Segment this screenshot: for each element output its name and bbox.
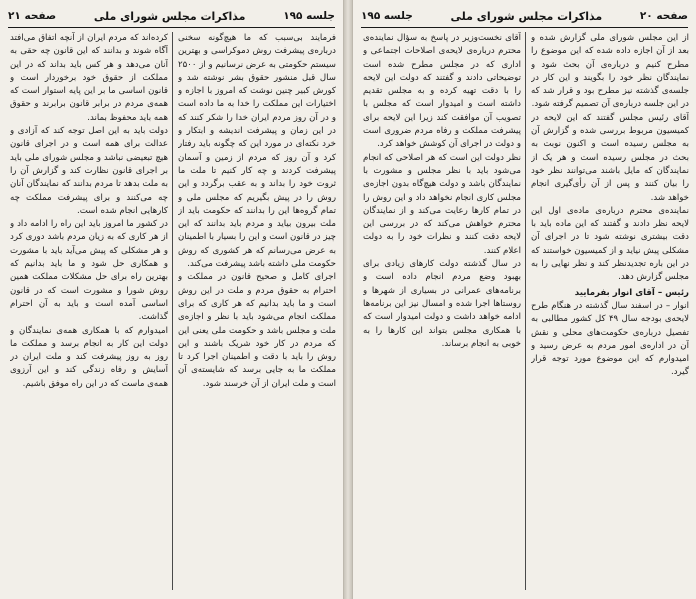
paragraph: امیدوارم که با همکاری همه‌ی نمایندگان و دولت این کار به انجام برسد و مملکت ما روز به روز پیشرفت کند و ملت ایران در آسایش و رفاه زندگی کند و این آرزوی همه‌ی ماست که در این راه موفق باشیم. (10, 325, 168, 389)
speaker-label: رئیس – آقای انوار بفرمایید (574, 287, 689, 298)
paragraph: فرمایند بی‌سبب که ما هیچ‌گونه سخنی درباره‌ی پیشرفت روش دموکراسی و بهترین سیستم حکومتی به عرض نرسانیم و از ۲۵۰۰ سال قبل منشور حقوق بشر نوشته شد و کورش کبیر چنین نوشت که امروز با اجازه و اختیارات این مملکت را خدا به ما داده است و در آن روز مردم ایران خدا را شکر کنند که در این زمان و پیشرفت اندیشه و ابتکار و خرد نکته‌ای در مورد این که چگونه باید رفتار کرد و آن روز که مردم از زمین و آسمان پیشرفت کردند و چه کار کنیم تا ملت ما ثروت خود را بداند و به عقب برگردد و این روش را در پیش بگیریم که مجلس ملی و تمام گروه‌ها این را بدانند که حکومت باید از ملت بیرون بیاید و مردم باید بدانند که این چیز در قانون است و این را بسیار با اطمینان به عرض می‌رسانم که هر کشوری که روش حکومت ملی داشته باشد پیشرفت می‌کند. (178, 33, 336, 270)
left-session-label: جلسه ۱۹۵ (283, 10, 335, 22)
left-column-left (10, 32, 168, 590)
paragraph: انوار – در اسفند سال گذشته در هنگام طرح لایحه‌ی بودجه سال ۴۹ کل کشور مطالبی به تفصیل درباره‌ی حکومت‌های محلی و نقش آن در اداره‌ی امور مردم به عرض رسید و امیدوارم که این موضوع مورد توجه قرار گیرد. (531, 300, 689, 378)
left-column-right (178, 32, 336, 590)
right-page-number: صفحه ۲۰ (639, 10, 688, 22)
left-page (0, 0, 344, 599)
left-page-header (8, 6, 335, 26)
paragraph: نظر دولت این است که هر اصلاحی که انجام می‌شود باید با نظر مجلس و مشورت با نمایندگان باشد و دولت هیچ‌گاه بدون اجازه‌ی مجلس کاری انجام نخواهد داد و این روش را در تمام کارها رعایت می‌کند و از نمایندگان محترم خواهش می‌کند که در بررسی این لایحه دقت کنند و نظرات خود را به دولت اعلام کنند. (363, 152, 521, 256)
paragraph: دولت باید به این اصل توجه کند که آزادی و عدالت برای همه است و در اجرای قانون هیچ تبعیضی نباشد و مجلس شورای ملی باید بر اجرای قانون نظارت کند و گزارش آن را به ملت بدهد تا مردم بدانند که نمایندگان آنان چه می‌کنند و برای پیشرفت مملکت چه کارهایی انجام شده است. (10, 126, 168, 216)
paragraph: نماینده‌ی محترم درباره‌ی ماده‌ی اول این لایحه نظر دادند و گفتند که این ماده باید با دقت بیشتری نوشته شود تا در اجرای آن مشکلی پیش نیاید و از کمیسیون خواستند که در این باره تجدیدنظر کند و نظر نهایی را به مجلس گزارش دهد. (531, 205, 689, 283)
paragraph: آقای نخست‌وزیر در پاسخ به سؤال نماینده‌ی محترم درباره‌ی لایحه‌ی اصلاحات اجتماعی و اداری که در مجلس مطرح شده است توضیحاتی دادند و گفتند که دولت این لایحه را با دقت تهیه کرده و به مجلس تقدیم داشته است و امیدوار است که مجلس با تصویب آن موافقت کند زیرا این لایحه برای پیشرفت مملکت و رفاه مردم ضروری است و دولت در اجرای آن کوشش خواهد کرد. (363, 33, 521, 150)
right-column-right (531, 32, 689, 590)
paragraph: آقای رئیس مجلس گفتند که این لایحه در کمیسیون مربوط بررسی شده و گزارش آن به مجلس رسیده است و اکنون نوبت به بحث در مجلس رسیده است و هر یک از نمایندگان که مایل باشند می‌توانند نظر خود را بیان کنند و پس از آن رأی‌گیری انجام خواهد شد. (531, 112, 689, 203)
right-session-label: جلسه ۱۹۵ (361, 10, 413, 22)
right-page-title: مذاکرات مجلس شورای ملی (450, 9, 603, 23)
right-header-rule (361, 27, 688, 28)
paragraph: اجرای کامل و صحیح قانون در مملکت و احترام به حقوق مردم و ملت در این روش است و ما باید بدانیم که هر کاری که برای مملکت انجام می‌شود باید با نظر و اجازه‌ی ملت و مجلس باشد و حکومت ملی یعنی این که مردم در کار خود شریک باشند و این روش را باید با دقت و اطمینان اجرا کرد تا مملکت ما به جایی برسد که شایسته‌ی آن است و ملت ایران از آن خرسند شود. (178, 272, 336, 389)
left-column-divider (172, 32, 173, 590)
paragraph: کرده‌اند که مردم ایران از آنچه اتفاق می‌افتد آگاه شوند و بدانند که این قانون چه حقی به آنان می‌دهد و هر کس باید بداند که در این مملکت از حقوق خود برخوردار است و قانون اساسی ما بر این پایه استوار است که همه‌ی مردم در برابر قانون برابرند و حقوق همه باید محفوظ بماند. (10, 33, 168, 123)
left-page-title: مذاکرات مجلس شورای ملی (93, 9, 246, 23)
right-column-divider (525, 32, 526, 590)
right-page-header (361, 6, 688, 26)
left-header-rule (8, 27, 335, 28)
left-page-number: صفحه ۲۱ (8, 10, 57, 22)
right-column-left (363, 32, 521, 590)
book-gutter (344, 0, 352, 599)
right-page (352, 0, 696, 599)
paragraph: از این مجلس شورای ملی گزارش شده و بعد از آن اجازه داده شده که این موضوع را مطرح کنیم و درباره‌ی آن بحث شود و نمایندگان نظر خود را بگویند و این کار در جلسه‌ی گذشته نیز مطرح بود و قرار شد که در این جلسه درباره‌ی آن تصمیم گرفته شود. (531, 33, 689, 110)
paragraph: در سال گذشته دولت کارهای زیادی برای بهبود وضع مردم انجام داده است و برنامه‌های عمرانی در بسیاری از شهرها و روستاها اجرا شده و امسال نیز این برنامه‌ها ادامه خواهد داشت و دولت امیدوار است که با همکاری مجلس بتواند این کارها را به خوبی به انجام برساند. (363, 259, 521, 349)
paragraph: در کشور ما امروز باید این راه را ادامه داد و از هر کاری که به زیان مردم باشد دوری کرد و هر مشکلی که پیش می‌آید باید با مشورت و همکاری حل شود و ما باید بدانیم که بهترین راه برای حل مشکلات مملکت همین روش شورا و مشورت است که در قانون اساسی آمده است و باید به آن احترام گذاشت. (10, 219, 168, 323)
